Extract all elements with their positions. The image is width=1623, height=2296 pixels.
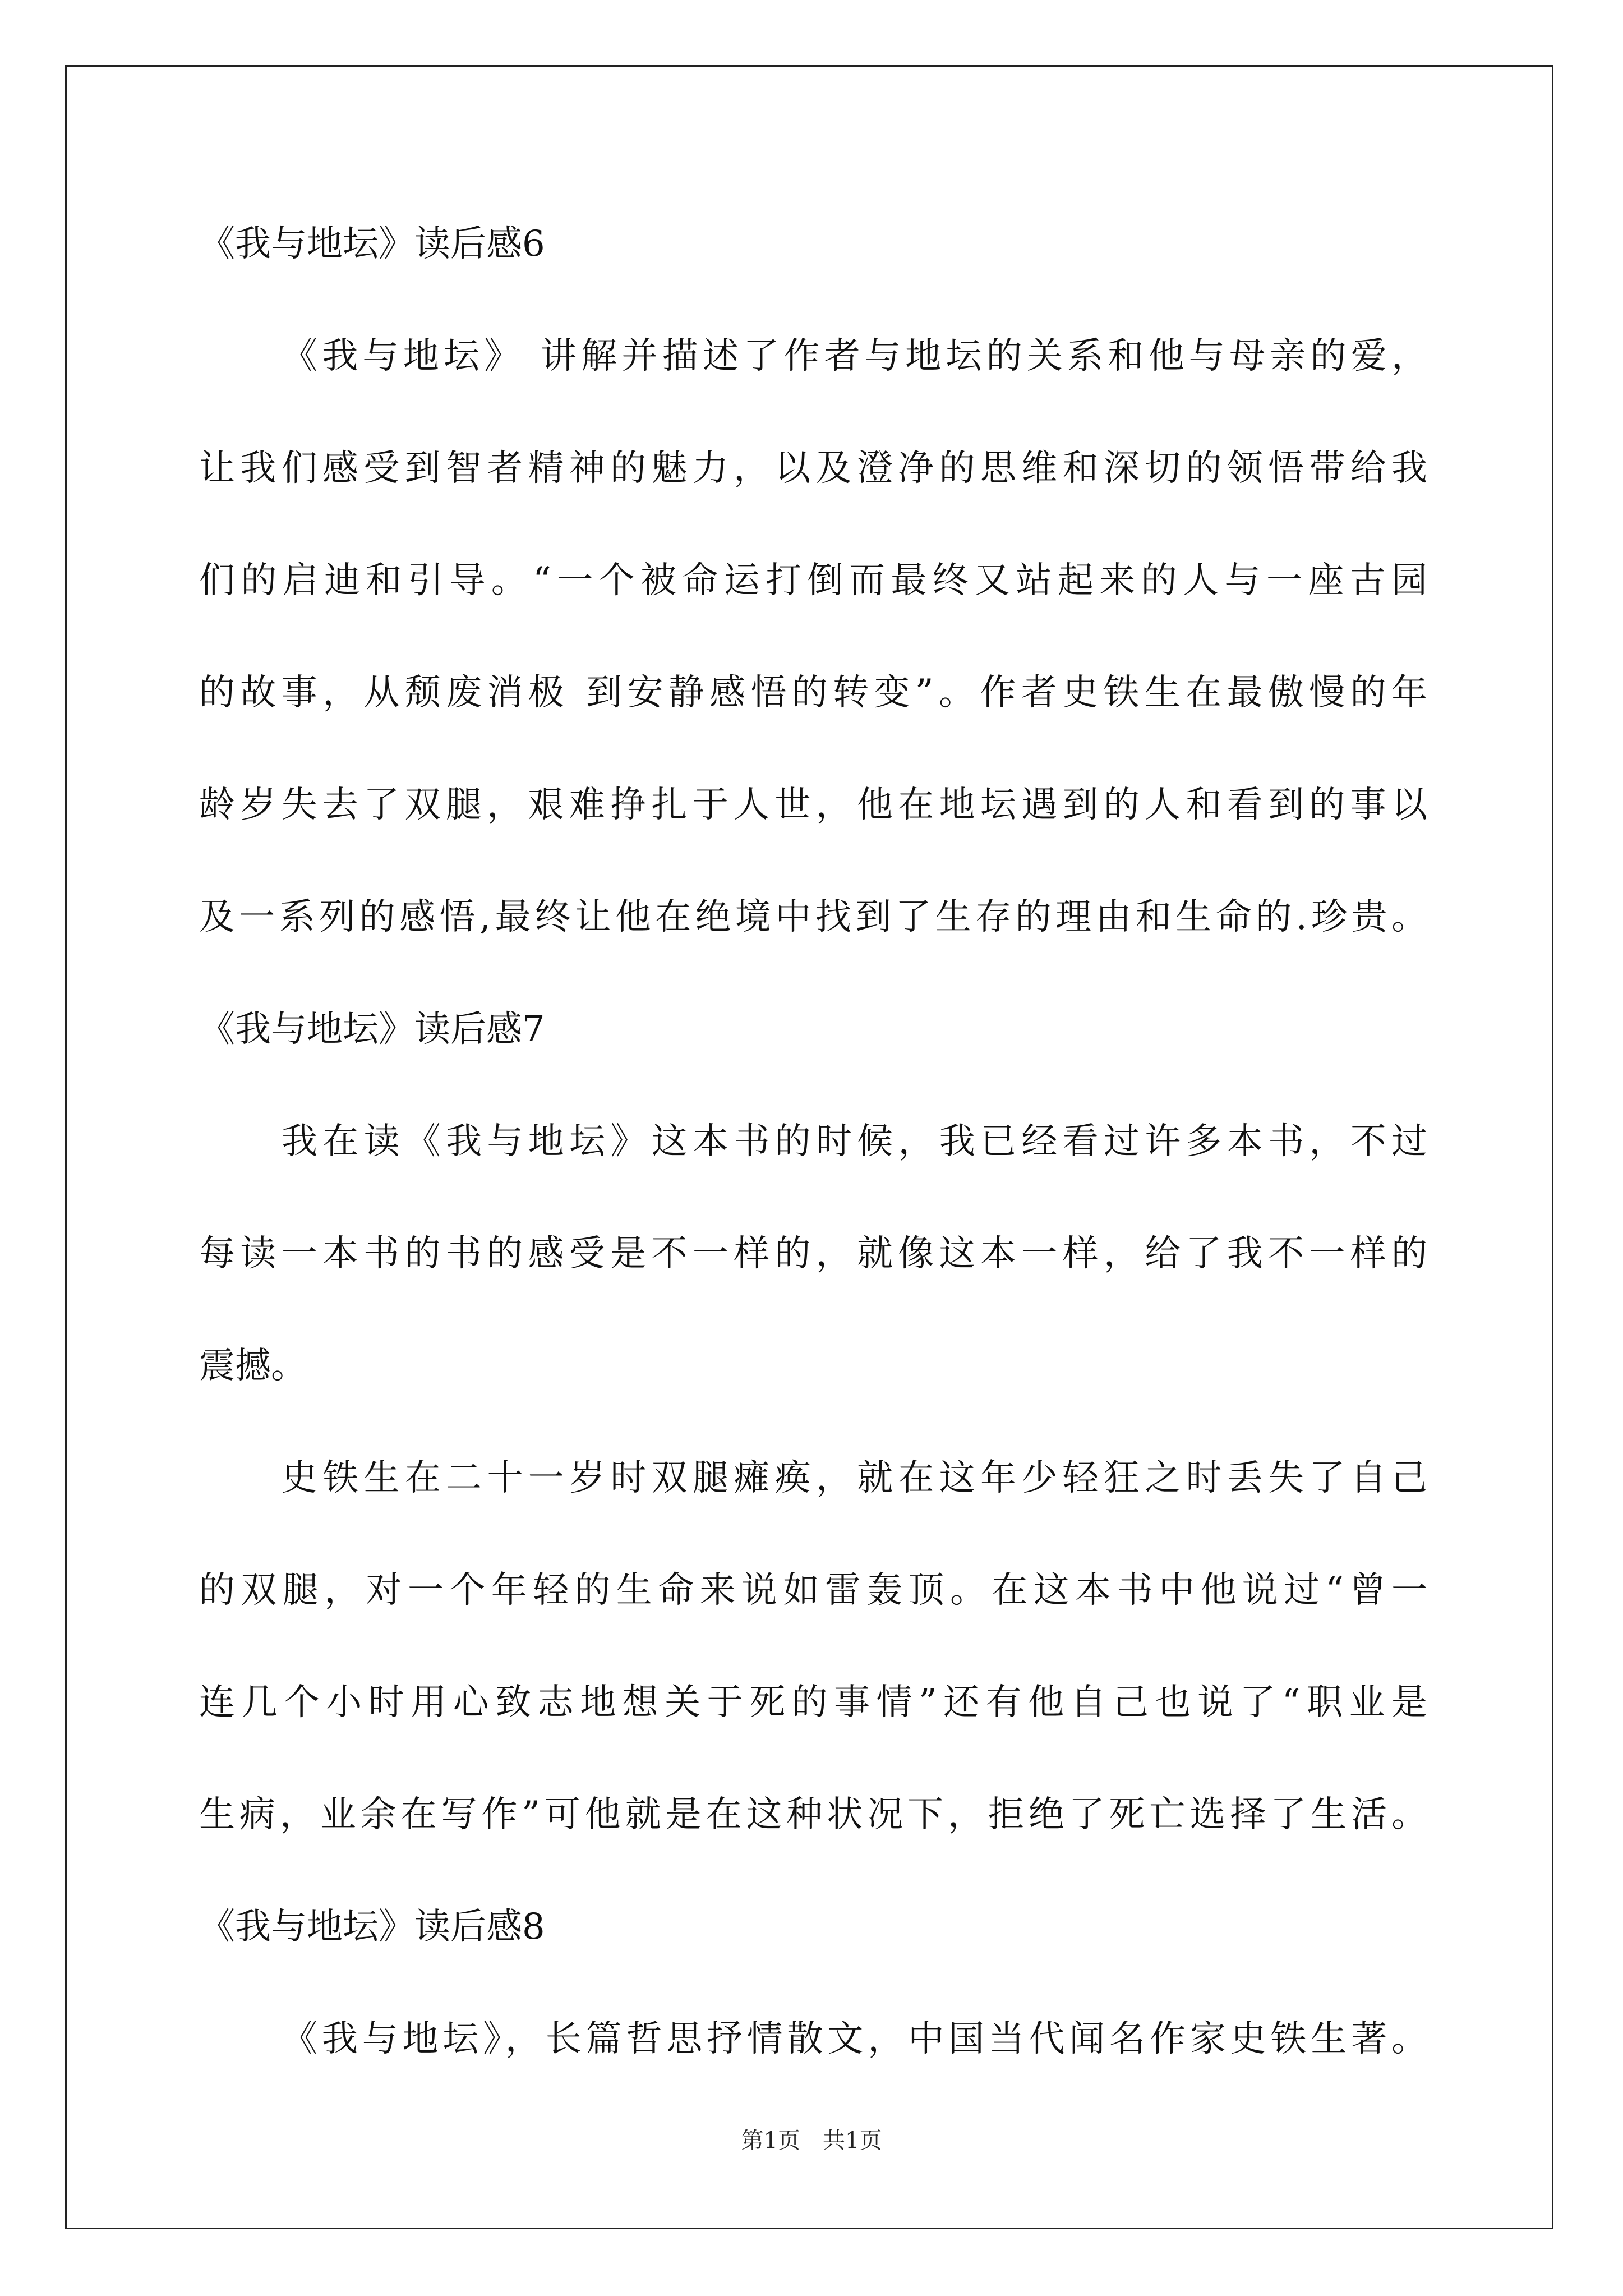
paragraph-line: 《我与地坛》 讲解并描述了作者与地坛的关系和他与母亲的爱， — [282, 335, 1427, 377]
paragraph-line: 生病，业余在写作”可他就是在这种状况下，拒绝了死亡选择了生活。 — [199, 1794, 1427, 1835]
paragraph-line: 《我与地坛》，长篇哲思抒情散文，中国当代闻名作家史铁生著。 — [282, 2018, 1427, 2060]
section-heading: 《我与地坛》读后感7 — [199, 1009, 545, 1050]
section-heading: 《我与地坛》读后感8 — [199, 1906, 545, 1948]
page-number-footer: 第1页 共1页 — [741, 2128, 882, 2154]
paragraph-line: 的故事，从颓废消极 到安静感悟的转变”。作者史铁生在最傲慢的年 — [199, 672, 1427, 714]
paragraph-line: 及一系列的感悟,最终让他在绝境中找到了生存的理由和生命的.珍贵。 — [199, 896, 1427, 938]
paragraph-line: 让我们感受到智者精神的魅力，以及澄净的思维和深切的领悟带给我 — [199, 448, 1427, 489]
section-heading: 《我与地坛》读后感6 — [199, 223, 545, 265]
paragraph-line: 我在读《我与地坛》这本书的时候，我已经看过许多本书，不过 — [282, 1121, 1427, 1162]
paragraph-line: 龄岁失去了双腿，艰难挣扎于人世，他在地坛遇到的人和看到的事以 — [199, 784, 1427, 826]
paragraph-line: 震撼。 — [199, 1345, 307, 1387]
paragraph-line: 史铁生在二十一岁时双腿瘫痪，就在这年少轻狂之时丢失了自己 — [282, 1457, 1427, 1499]
paragraph-line: 的双腿，对一个年轻的生命来说如雷轰顶。在这本书中他说过“曾一 — [199, 1570, 1427, 1611]
paragraph-line: 连几个小时用心致志地想关于死的事情”还有他自己也说了“职业是 — [199, 1682, 1427, 1723]
paragraph-line: 每读一本书的书的感受是不一样的，就像这本一样，给了我不一样的 — [199, 1233, 1427, 1274]
paragraph-line: 们的启迪和引导。“一个被命运打倒而最终又站起来的人与一座古园 — [199, 560, 1427, 601]
